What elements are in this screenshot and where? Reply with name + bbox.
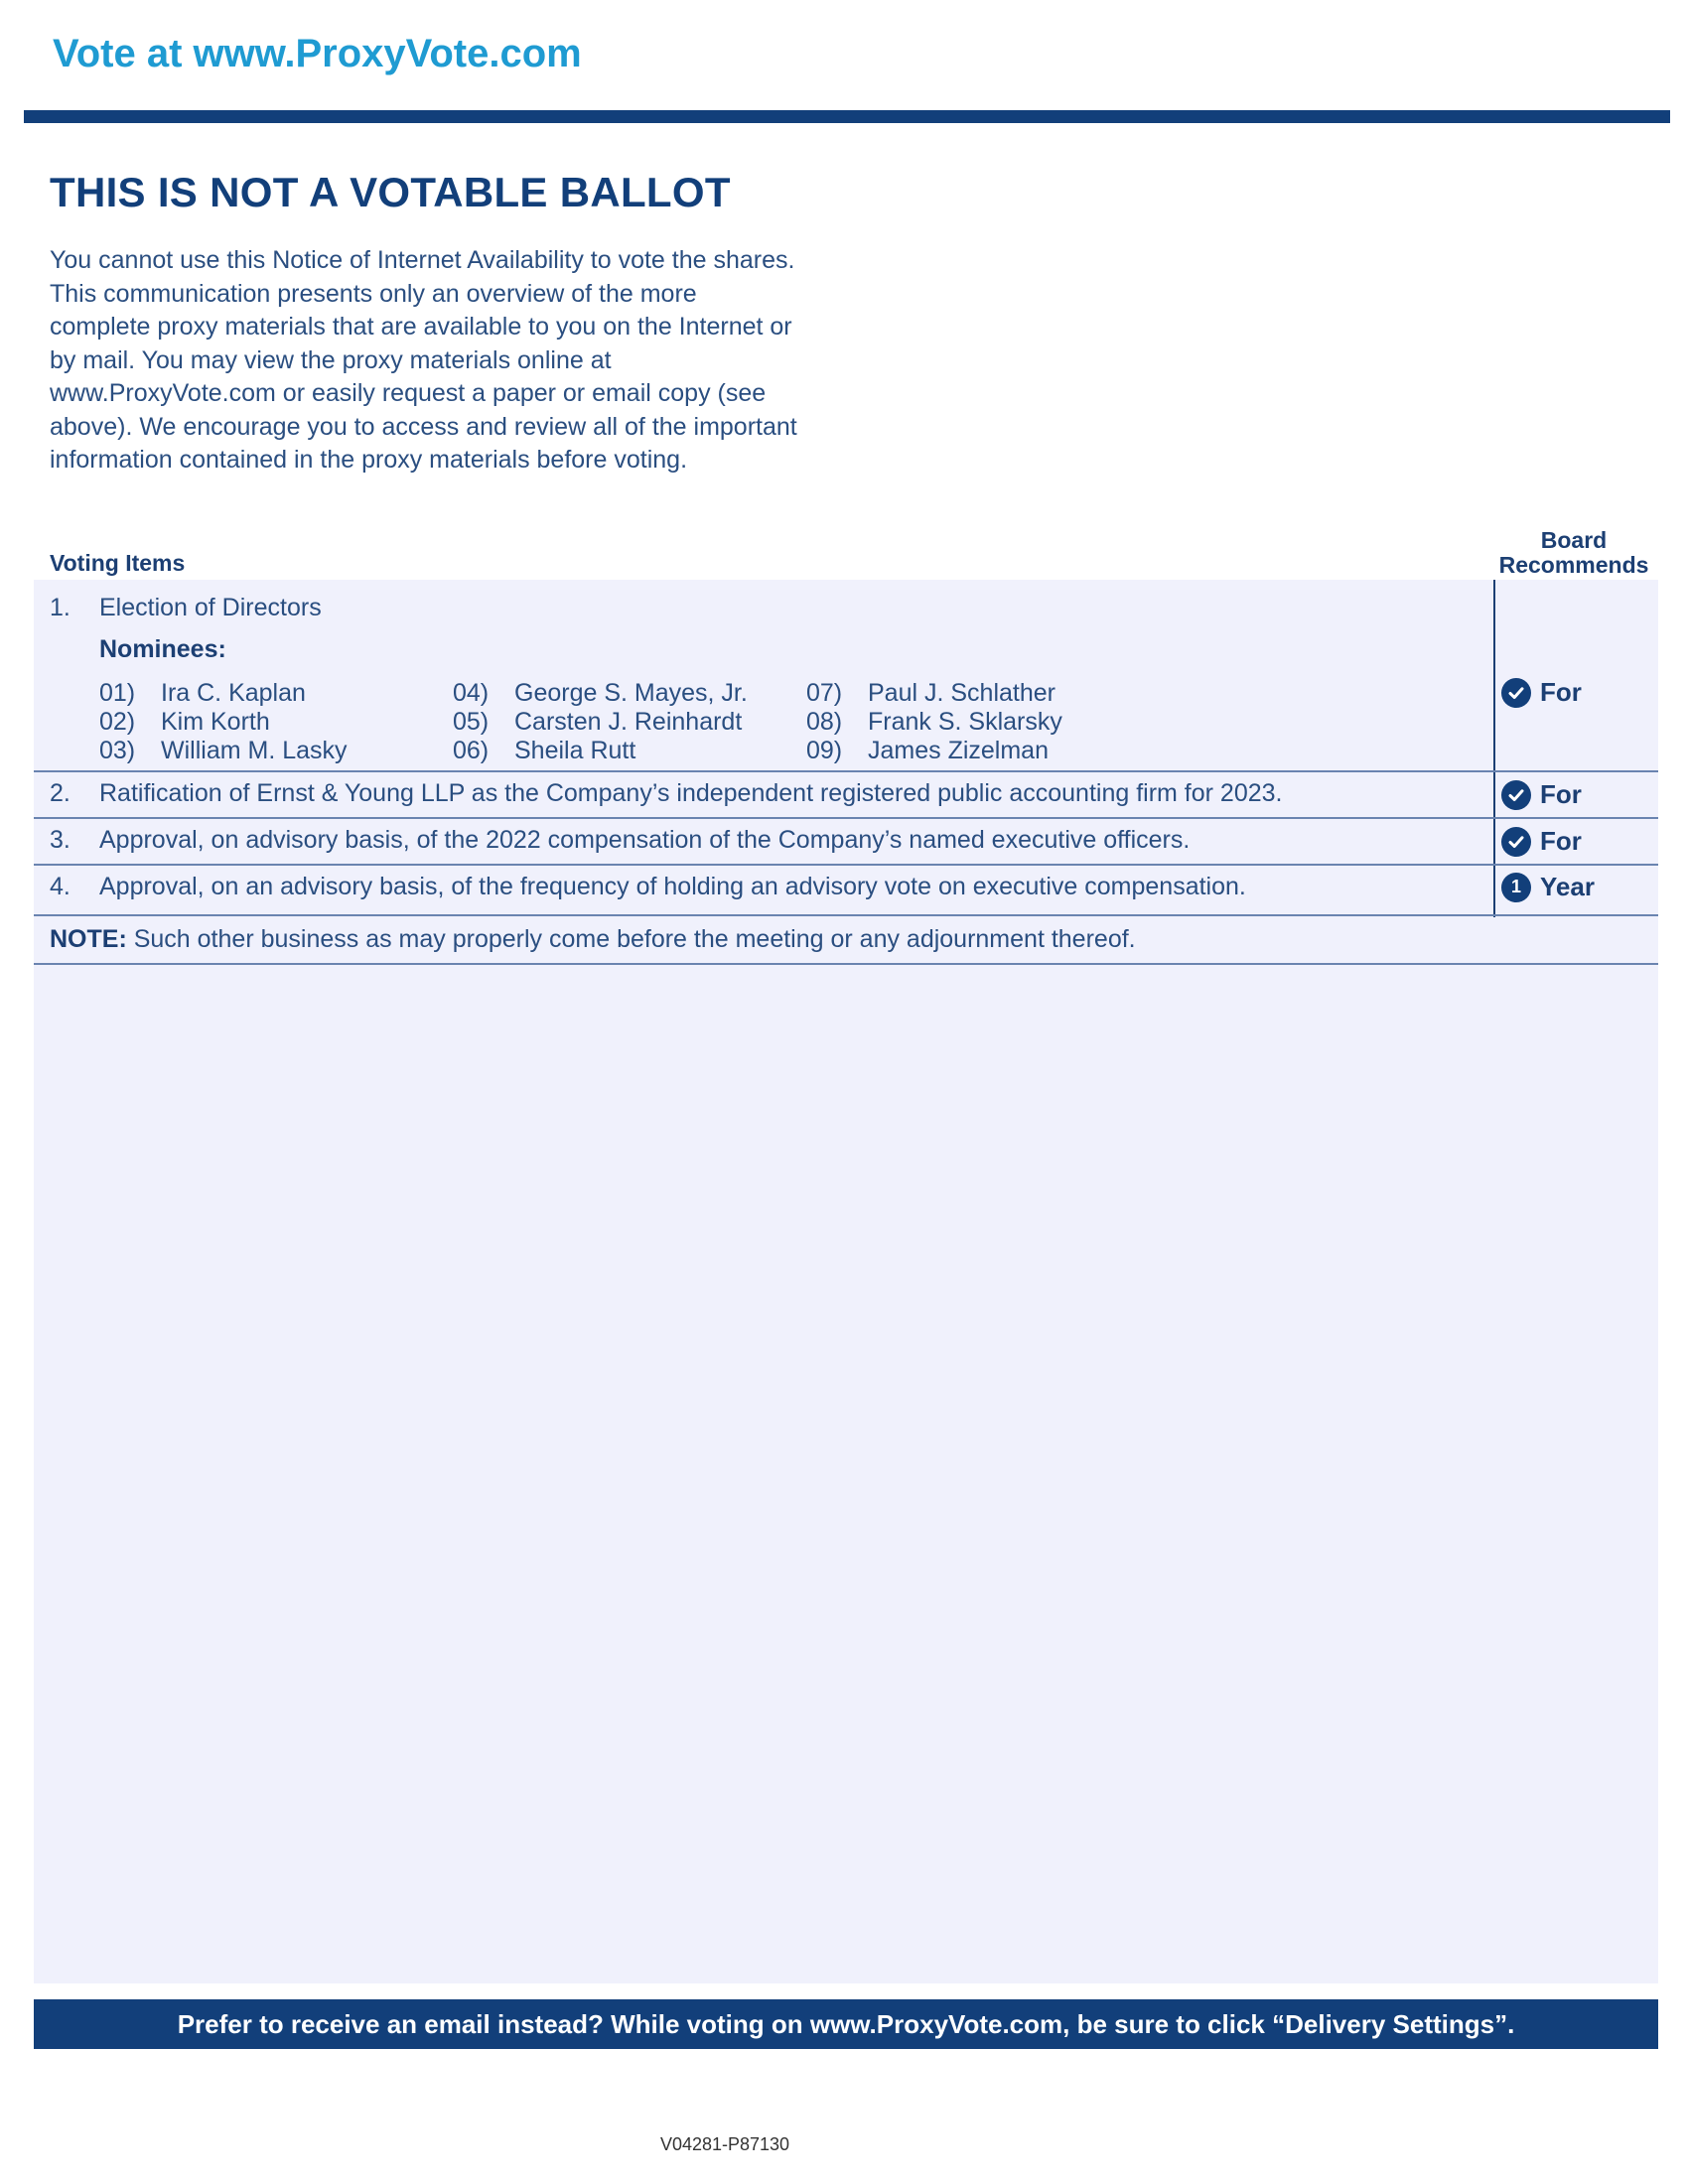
board-rec-2 bbox=[1501, 779, 1582, 810]
nominee bbox=[806, 708, 1062, 737]
nominee-name: Frank S. Sklarsky bbox=[868, 708, 1062, 736]
rec-text: For bbox=[1540, 779, 1582, 809]
note bbox=[50, 925, 1136, 954]
nominee-name: Ira C. Kaplan bbox=[161, 679, 306, 707]
document-code: V04281-P87130 bbox=[659, 2134, 790, 2154]
nominee-name: Paul J. Schlather bbox=[868, 679, 1055, 707]
nominee-name: George S. Mayes, Jr. bbox=[514, 679, 748, 707]
note-label: NOTE: bbox=[50, 925, 127, 953]
check-circle-icon bbox=[1501, 827, 1531, 857]
nominee-number: 08) bbox=[806, 708, 843, 736]
email-delivery-banner bbox=[34, 1999, 1658, 2049]
nominee-name: Carsten J. Reinhardt bbox=[514, 708, 743, 736]
board-rec-1 bbox=[1501, 677, 1582, 708]
item-number: 3. bbox=[50, 826, 70, 854]
rec-text: For bbox=[1540, 677, 1582, 707]
item-number: 1. bbox=[50, 594, 70, 621]
item-text: Ratification of Ernst & Young LLP as the Company’s independent registered public accounting firm for 2023. bbox=[99, 779, 1283, 807]
nominee-number: 05) bbox=[453, 708, 490, 736]
nominee bbox=[453, 679, 748, 708]
nominee-number: 02) bbox=[99, 708, 136, 736]
nominee-number: 01) bbox=[99, 679, 136, 707]
item-text: Approval, on an advisory basis, of the frequency of holding an advisory vote on executive compensation. bbox=[99, 873, 1246, 900]
row-divider bbox=[34, 963, 1658, 965]
nominee-name: Kim Korth bbox=[161, 708, 270, 736]
item-number: 2. bbox=[50, 779, 70, 807]
nominee-number: 09) bbox=[806, 737, 843, 764]
board-label-line1: Board bbox=[1540, 527, 1608, 553]
notice-body: You cannot use this Notice of Internet Availability to vote the shares. This communication presents only an overview of the more complete proxy materials that are available to you on the Internet or by mail. You may view the proxy materials online at www.ProxyVote.com or easily request a paper or email copy (see above). We encourage you to access and review all of the important information contained in the proxy materials before voting. bbox=[50, 246, 797, 474]
nominee bbox=[806, 679, 1055, 708]
voting-item-4 bbox=[50, 873, 1246, 901]
item-text: Approval, on advisory basis, of the 2022 compensation of the Company’s named executive officers. bbox=[99, 826, 1191, 854]
voting-item-1 bbox=[50, 594, 322, 622]
number-one-circle-icon: 1 bbox=[1501, 873, 1531, 902]
nominee-number: 03) bbox=[99, 737, 136, 764]
board-recommends-label bbox=[1489, 528, 1658, 578]
note-text: Such other business as may properly come before the meeting or any adjournment thereof. bbox=[126, 925, 1136, 953]
nominee bbox=[99, 737, 348, 765]
item-number: 4. bbox=[50, 873, 70, 900]
voting-items-label: Voting Items bbox=[50, 550, 186, 576]
rec-text: Year bbox=[1540, 872, 1595, 901]
rec-text: For bbox=[1540, 826, 1582, 856]
nominee-number: 06) bbox=[453, 737, 490, 764]
board-column-divider bbox=[1493, 580, 1495, 917]
board-rec-4 bbox=[1501, 872, 1595, 902]
row-divider bbox=[34, 817, 1658, 819]
nominee bbox=[99, 708, 270, 737]
nominee bbox=[806, 737, 1049, 765]
top-rule bbox=[24, 110, 1670, 123]
nominee bbox=[453, 737, 635, 765]
page-title: THIS IS NOT A VOTABLE BALLOT bbox=[50, 169, 731, 215]
check-circle-icon bbox=[1501, 780, 1531, 810]
nominee-name: James Zizelman bbox=[868, 737, 1049, 764]
row-divider bbox=[34, 914, 1658, 916]
nominee-number: 07) bbox=[806, 679, 843, 707]
nominee-number: 04) bbox=[453, 679, 490, 707]
row-divider bbox=[34, 770, 1658, 772]
banner-text: Prefer to receive an email instead? While voting on www.ProxyVote.com, be sure to click “Delivery Settings”. bbox=[177, 2008, 1515, 2039]
board-rec-3 bbox=[1501, 826, 1582, 857]
item-text: Election of Directors bbox=[99, 594, 322, 621]
voting-item-3 bbox=[50, 826, 1190, 855]
board-label-line2: Recommends bbox=[1498, 552, 1649, 578]
nominee-name: William M. Lasky bbox=[161, 737, 348, 764]
nominee-name: Sheila Rutt bbox=[514, 737, 636, 764]
nominee bbox=[99, 679, 306, 708]
row-divider bbox=[34, 864, 1658, 866]
voting-item-2 bbox=[50, 779, 1283, 808]
check-circle-icon bbox=[1501, 678, 1531, 708]
nominee bbox=[453, 708, 742, 737]
nominees-label: Nominees: bbox=[99, 635, 226, 663]
vote-link[interactable]: Vote at www.ProxyVote.com bbox=[53, 32, 582, 75]
